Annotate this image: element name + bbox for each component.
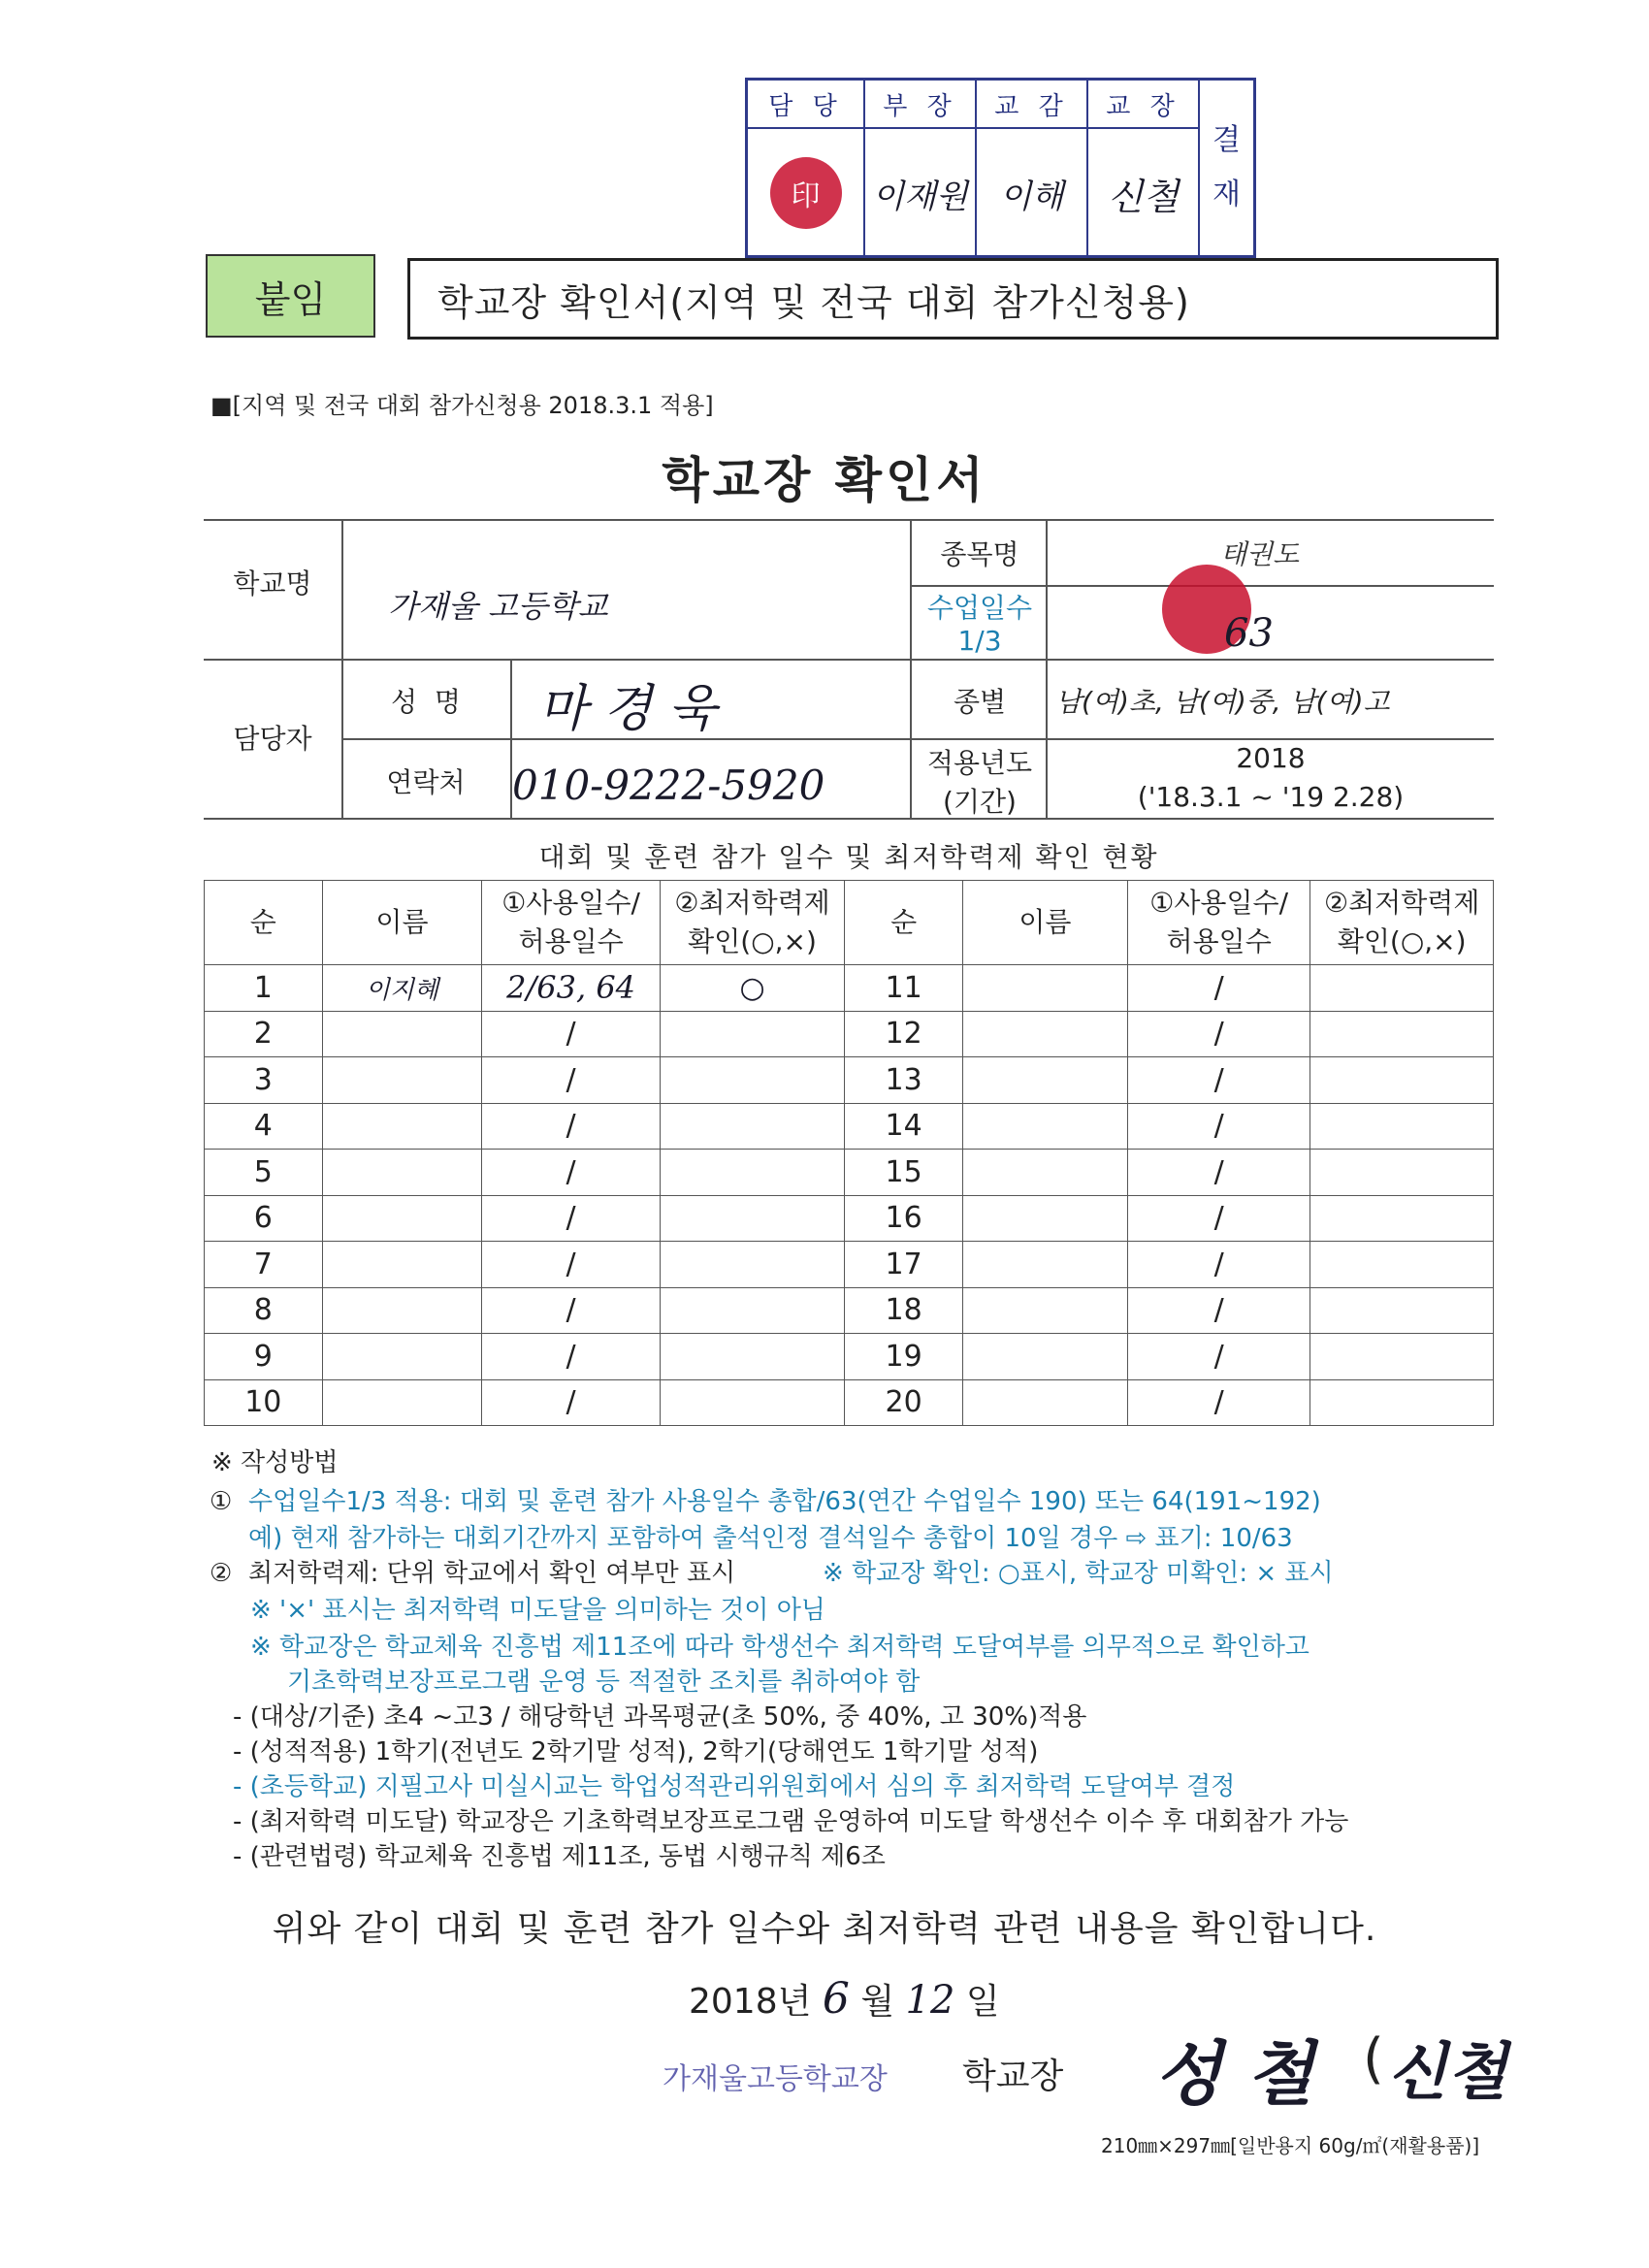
row-check-right xyxy=(1310,965,1494,1012)
row-seq-right: 19 xyxy=(845,1334,963,1380)
contact-value: 010-9222-5920 xyxy=(512,761,825,809)
note-2-highlight: ※ 학교장 확인: ○표시, 학교장 미확인: × 표시 xyxy=(823,1559,1334,1588)
row-seq-right: 20 xyxy=(845,1379,963,1426)
participation-table xyxy=(204,880,1494,1426)
row-seq-right: 15 xyxy=(845,1150,963,1196)
row-name-right xyxy=(962,1011,1127,1057)
confirm-statement: 위와 같이 대회 및 훈련 참가 일수와 최저학력 관련 내용을 확인합니다. xyxy=(272,1909,1377,1949)
row-seq: 3 xyxy=(205,1057,323,1104)
principal-label: 학교장 xyxy=(962,2057,1064,2096)
row-seq: 9 xyxy=(205,1334,323,1380)
row-days-right: / xyxy=(1127,1057,1310,1104)
name-label: 성 명 xyxy=(391,686,461,718)
note-1a: 수업일수1/3 적용: 대회 및 훈련 참가 사용일수 총합/63(연간 수업일수 190) 또는 64(191~192) xyxy=(248,1487,1321,1516)
approval-header-principal: 교 장 xyxy=(1088,81,1200,129)
manager-seal: 印 xyxy=(770,157,842,229)
row-check xyxy=(660,1011,845,1057)
row-days-right: / xyxy=(1127,1334,1310,1380)
vice-principal-signature: 이해 xyxy=(977,129,1088,257)
row-check xyxy=(660,1057,845,1104)
row-name xyxy=(322,1011,482,1057)
manager-label: 담당자 xyxy=(233,723,312,755)
approval-header-manager: 담 당 xyxy=(748,81,865,129)
row-days-right: / xyxy=(1127,1150,1310,1196)
row-days: / xyxy=(482,1287,660,1334)
row-seq: 5 xyxy=(205,1150,323,1196)
approval-header-chief: 부 장 xyxy=(865,81,977,129)
principal-signature: 성 철 xyxy=(1154,2032,1314,2115)
header-name: 이름 xyxy=(322,881,482,965)
row-days-right: / xyxy=(1127,1103,1310,1150)
row-days: / xyxy=(482,1011,660,1057)
date-day: 일 xyxy=(965,1982,1000,2022)
attachment-tag: 붙임 xyxy=(206,254,375,338)
row-seq: 7 xyxy=(205,1242,323,1288)
row-days: 2/63, 64 xyxy=(482,965,660,1012)
row-name xyxy=(322,1287,482,1334)
table-row xyxy=(205,1242,1494,1288)
row-days-right: / xyxy=(1127,965,1310,1012)
row-seq-right: 12 xyxy=(845,1011,963,1057)
chief-signature: 이재원 xyxy=(865,129,977,257)
approval-header-vice-principal: 교 감 xyxy=(977,81,1088,129)
row-check-right xyxy=(1310,1103,1494,1150)
header-name-right: 이름 xyxy=(962,881,1127,965)
row-name xyxy=(322,1379,482,1426)
note-1b: 예) 현재 참가하는 대회기간까지 포함하여 출석인정 결석일수 총합이 10일 경우 ⇨ 표기: 10/63 xyxy=(248,1524,1293,1553)
approval-side-label: 결 재 xyxy=(1212,123,1241,211)
row-check-right xyxy=(1310,1287,1494,1334)
table-row xyxy=(205,965,1494,1012)
row-check-right xyxy=(1310,1195,1494,1242)
row-seq: 8 xyxy=(205,1287,323,1334)
paper-spec: 210㎜×297㎜[일반용지 60g/㎡(재활용품)] xyxy=(1101,2134,1480,2157)
row-days: / xyxy=(482,1379,660,1426)
approval-stamp-cell xyxy=(748,129,865,257)
year-value-1: 2018 xyxy=(1236,742,1306,774)
row-seq-right: 11 xyxy=(845,965,963,1012)
row-name-right xyxy=(962,1103,1127,1150)
school-name-stamp: 가재울고등학교장 xyxy=(663,2062,888,2096)
school-value: 가재울 고등학교 xyxy=(388,588,608,625)
row-seq-right: 18 xyxy=(845,1287,963,1334)
row-check xyxy=(660,1379,845,1426)
detail-2: - (성적적용) 1학기(전년도 2학기말 성적), 2학기(당해연도 1학기말 성적) xyxy=(233,1737,1039,1766)
row-seq-right: 16 xyxy=(845,1195,963,1242)
row-check xyxy=(660,1103,845,1150)
row-name-right xyxy=(962,965,1127,1012)
note-2-number: ② xyxy=(210,1559,233,1588)
row-name xyxy=(322,1103,482,1150)
header-check: ②최저학력제 확인(○,×) xyxy=(660,881,845,965)
row-name-right xyxy=(962,1334,1127,1380)
year-label-2: (기간) xyxy=(943,786,1017,818)
type-value: 남(여)초, 남(여)중, 남(여)고 xyxy=(1055,686,1390,718)
table-row xyxy=(205,1287,1494,1334)
days-label-2: 1/3 xyxy=(957,625,1002,657)
table-row xyxy=(205,1195,1494,1242)
table-row xyxy=(205,1150,1494,1196)
row-name xyxy=(322,1334,482,1380)
date-year: 2018년 xyxy=(689,1982,812,2022)
name-value: 마 경 욱 xyxy=(538,680,717,738)
date-line xyxy=(689,1974,1000,2024)
header-seq: 순 xyxy=(205,881,323,965)
section-title: 대회 및 훈련 참가 일수 및 최저학력제 확인 현황 xyxy=(538,841,1159,873)
note-1-number: ① xyxy=(210,1487,233,1516)
event-value: 태권도 xyxy=(1220,538,1300,570)
row-check-right xyxy=(1310,1242,1494,1288)
row-name xyxy=(322,1057,482,1104)
contact-label: 연락처 xyxy=(386,766,466,798)
days-value: 63 xyxy=(1224,611,1274,656)
signature-paren: ( xyxy=(1363,2027,1384,2090)
year-value-2: ('18.3.1 ~ '19 2.28) xyxy=(1137,781,1405,813)
row-name xyxy=(322,1150,482,1196)
detail-5: - (관련법령) 학교체육 진흥법 제11조, 동법 시행규칙 제6조 xyxy=(233,1842,886,1871)
table-row xyxy=(205,1379,1494,1426)
row-name-right xyxy=(962,1150,1127,1196)
approval-box xyxy=(745,78,1256,258)
doc-title: 학교장 확인서 xyxy=(662,452,987,508)
row-name-right xyxy=(962,1379,1127,1426)
detail-3: - (초등학교) 지필고사 미실시교는 학업성적관리위원회에서 심의 후 최저학력 도달여부 결정 xyxy=(233,1772,1236,1801)
date-day-value: 12 xyxy=(905,1978,955,2023)
row-name-right xyxy=(962,1057,1127,1104)
row-check xyxy=(660,1287,845,1334)
type-label: 종별 xyxy=(953,686,1007,718)
row-check: ○ xyxy=(660,965,845,1012)
row-name-right xyxy=(962,1242,1127,1288)
principal-seal-signature: 신철 xyxy=(1387,2036,1507,2109)
date-month-value: 6 xyxy=(822,1974,850,2024)
row-days: / xyxy=(482,1057,660,1104)
row-seq: 10 xyxy=(205,1379,323,1426)
row-days: / xyxy=(482,1242,660,1288)
row-check-right xyxy=(1310,1011,1494,1057)
header-seq-right: 순 xyxy=(845,881,963,965)
row-name-right xyxy=(962,1195,1127,1242)
row-check xyxy=(660,1334,845,1380)
header-days-right: ①사용일수/ 허용일수 xyxy=(1127,881,1310,965)
table-row xyxy=(205,1334,1494,1380)
row-name xyxy=(322,1195,482,1242)
row-seq-right: 14 xyxy=(845,1103,963,1150)
row-name-right xyxy=(962,1287,1127,1334)
row-check-right xyxy=(1310,1334,1494,1380)
row-seq: 2 xyxy=(205,1011,323,1057)
row-seq: 4 xyxy=(205,1103,323,1150)
header-check-right: ②최저학력제 확인(○,×) xyxy=(1310,881,1494,965)
attachment-title: 학교장 확인서(지역 및 전국 대회 참가신청용) xyxy=(407,258,1499,340)
principal-signature-approval: 신철 xyxy=(1088,129,1200,257)
row-name xyxy=(322,1242,482,1288)
header-days: ①사용일수/ 허용일수 xyxy=(482,881,660,965)
row-check-right xyxy=(1310,1150,1494,1196)
row-seq: 1 xyxy=(205,965,323,1012)
date-month: 월 xyxy=(860,1982,895,2022)
row-seq: 6 xyxy=(205,1195,323,1242)
row-check-right xyxy=(1310,1057,1494,1104)
detail-1: - (대상/기준) 초4 ~고3 / 해당학년 과목평균(초 50%, 중 40%, 고 30%)적용 xyxy=(233,1702,1087,1732)
row-name: 이지혜 xyxy=(322,965,482,1012)
table-row xyxy=(205,1103,1494,1150)
subtitle: ■[지역 및 전국 대회 참가신청용 2018.3.1 적용] xyxy=(210,392,714,419)
row-seq-right: 13 xyxy=(845,1057,963,1104)
row-days: / xyxy=(482,1103,660,1150)
row-days: / xyxy=(482,1150,660,1196)
row-seq-right: 17 xyxy=(845,1242,963,1288)
days-label-1: 수업일수 xyxy=(926,592,1033,624)
row-days: / xyxy=(482,1195,660,1242)
row-check xyxy=(660,1195,845,1242)
table-row xyxy=(205,1057,1494,1104)
row-check-right xyxy=(1310,1379,1494,1426)
row-days-right: / xyxy=(1127,1287,1310,1334)
row-days-right: / xyxy=(1127,1195,1310,1242)
row-days-right: / xyxy=(1127,1379,1310,1426)
event-label: 종목명 xyxy=(940,538,1019,570)
year-label-1: 적용년도 xyxy=(926,747,1033,779)
row-days-right: / xyxy=(1127,1011,1310,1057)
detail-4: - (최저학력 미도달) 학교장은 기초학력보장프로그램 운영하여 미도달 학생선수 이수 후 대회참가 가능 xyxy=(233,1807,1349,1836)
notes-heading: ※ 작성방법 xyxy=(211,1448,339,1477)
table-header-row xyxy=(205,881,1494,965)
school-label: 학교명 xyxy=(233,567,312,599)
note-2-text: 최저학력제: 단위 학교에서 확인 여부만 표시 xyxy=(248,1559,736,1588)
table-row xyxy=(205,1011,1494,1057)
row-check xyxy=(660,1242,845,1288)
row-check xyxy=(660,1150,845,1196)
note-4b: 기초학력보장프로그램 운영 등 적절한 조치를 취하여야 함 xyxy=(287,1668,921,1697)
row-days: / xyxy=(482,1334,660,1380)
note-4a: ※ 학교장은 학교체육 진흥법 제11조에 따라 학생선수 최저학력 도달여부를 의무적으로 확인하고 xyxy=(250,1633,1310,1662)
row-days-right: / xyxy=(1127,1242,1310,1288)
note-3: ※ '×' 표시는 최저학력 미도달을 의미하는 것이 아님 xyxy=(250,1596,825,1625)
